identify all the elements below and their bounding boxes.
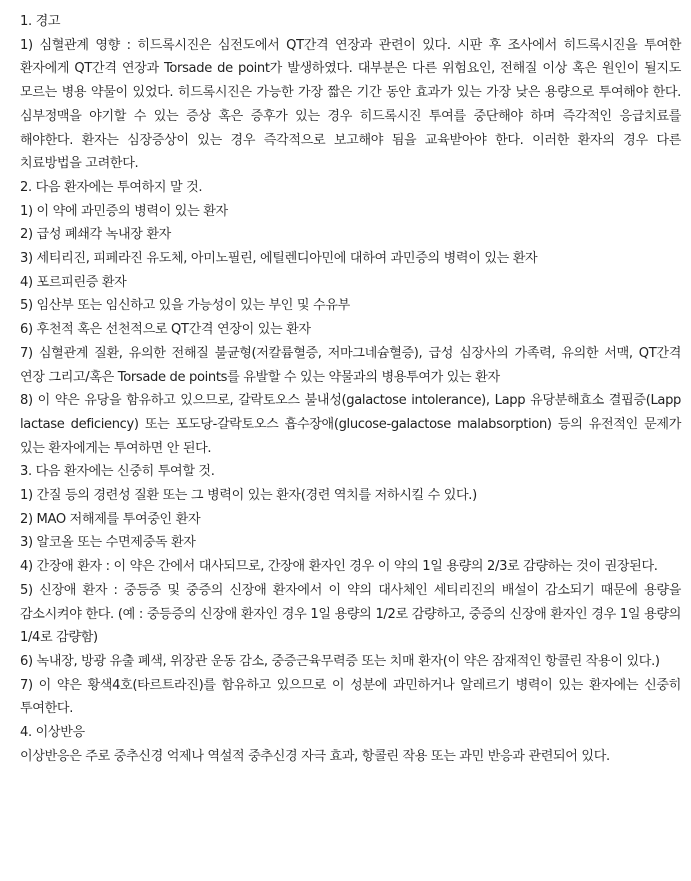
list-item: 3) 세티리진, 피페라진 유도체, 아미노필린, 에틸렌디아민에 대하여 과민증의 병력이 있는 환자 [20, 251, 538, 267]
list-item: 7) 심혈관계 질환, 유의한 전해질 불균형(저칼륨혈증, 저마그네슘혈증), 급성 심장사의 가족력, 유의한 서맥, QT간격 연장 그리고/혹은 Torsade de points를 유발할 수 있는 약물과의 병용투여가 있는 환자 [20, 345, 681, 385]
list-item: 3) 알코올 또는 수면제중독 환자 [20, 535, 196, 551]
list-item: 5) 임산부 또는 임신하고 있을 가능성이 있는 부인 및 수유부 [20, 298, 350, 314]
list-item: 6) 녹내장, 방광 유출 폐색, 위장관 운동 감소, 중증근육무력증 또는 치매 환자(이 약은 잠재적인 항콜린 작용이 있다.) [20, 653, 660, 669]
list-item: 8) 이 약은 유당을 함유하고 있으므로, 갈락토오스 불내성(galactose intolerance), Lapp 유당분해효소 결핍증(Lapp lactase deficiency) 또는 포도당-갈락토오스 흡수장애(glucose-galactose malabsorption) 등의 유전적인 문제가 있는 환자에게는 투여하면 안 된다. [20, 393, 681, 456]
section-heading-adverse-reactions: 4. 이상반응 [20, 725, 85, 741]
paragraph: 1) 심혈관계 영향 : 히드록시진은 심전도에서 QT간격 연장과 관련이 있다. 시판 후 조사에서 히드록시진을 투여한 환자에게 QT간격 연장과 Torsade de point가 발생하였다. 대부분은 다른 위험요인, 전해질 이상 혹은 원인이 될지도 모르는 병용 약물이 있었다. 히드록시진은 가능한 가장 짧은 기간 동안 효과가 있는 가장 낮은 용량으로 투여해야 한다. 심부정맥을 야기할 수 있는 증상 혹은 증후가 있는 경우 히드록시진 투여를 중단해야 하며 즉각적인 응급치료를 해야한다. 환자는 심장증상이 있는 경우 즉각적으로 보고해야 됨을 교육받아야 한다. 이러한 환자의 경우 다른 치료방법을 고려한다. [20, 37, 681, 172]
section-heading-precautions: 3. 다음 환자에는 신중히 투여할 것. [20, 464, 215, 480]
list-item: 5) 신장애 환자 : 중등증 및 중증의 신장애 환자에서 이 약의 대사체인 세티리진의 배설이 감소되기 때문에 용량을 감소시켜야 한다. (예 : 중등증의 신장애 환자인 경우 1일 용량의 1/2로 감량하고, 중증의 신장애 환자인 경우 1일 용량의 1/4로 감량함) [20, 582, 681, 646]
list-item: 6) 후천적 혹은 선천적으로 QT간격 연장이 있는 환자 [20, 322, 311, 338]
list-item: 1) 간질 등의 경련성 질환 또는 그 병력이 있는 환자(경련 역치를 저하시킬 수 있다.) [20, 488, 477, 504]
list-item: 7) 이 약은 황색4호(타르트라진)를 함유하고 있으므로 이 성분에 과민하거나 알레르기 병력이 있는 환자에는 신중히 투여한다. [20, 677, 681, 717]
list-item: 2) MAO 저해제를 투여중인 환자 [20, 511, 201, 527]
list-item: 4) 포르피린증 환자 [20, 274, 127, 290]
paragraph: 이상반응은 주로 중추신경 억제나 역설적 중추신경 자극 효과, 항콜린 작용 또는 과민 반응과 관련되어 있다. [20, 748, 610, 764]
list-item: 2) 급성 폐쇄각 녹내장 환자 [20, 227, 171, 243]
list-item: 1) 이 약에 과민증의 병력이 있는 환자 [20, 203, 228, 219]
list-item: 4) 간장애 환자 : 이 약은 간에서 대사되므로, 간장애 환자인 경우 이 약의 1일 용량의 2/3로 감량하는 것이 권장된다. [20, 559, 658, 575]
section-heading-warning: 1. 경고 [20, 14, 61, 29]
section-heading-contraindications: 2. 다음 환자에는 투여하지 말 것. [20, 179, 203, 195]
